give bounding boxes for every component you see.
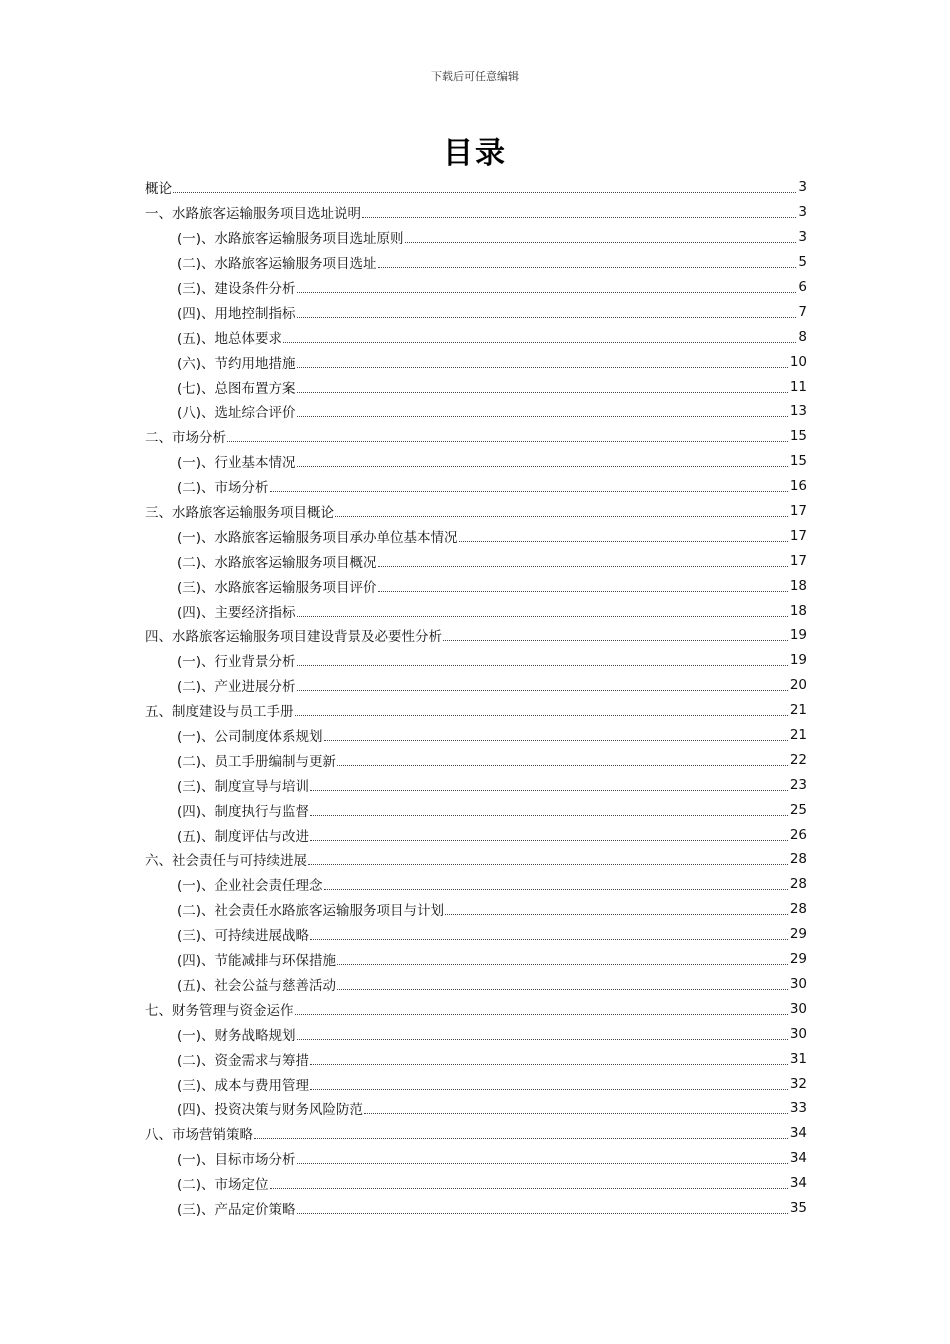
toc-entry-label: 六、社会责任与可持续进展 — [145, 853, 307, 870]
toc-dot-leader — [297, 615, 788, 617]
toc-dot-leader — [378, 266, 797, 268]
toc-entry-label: (二)、市场定位 — [177, 1177, 269, 1194]
toc-dot-leader — [295, 1013, 788, 1015]
toc-dot-leader — [297, 291, 797, 293]
toc-entry-label: (二)、资金需求与筹措 — [177, 1052, 310, 1069]
toc-page-number: 15 — [789, 453, 807, 470]
toc-entry-label: (二)、社会责任水路旅客运输服务项目与计划 — [177, 903, 445, 920]
toc-entry-label: (三)、水路旅客运输服务项目评价 — [177, 579, 377, 596]
toc-page-number: 23 — [789, 776, 807, 793]
toc-entry-label: (二)、水路旅客运输服务项目选址 — [177, 256, 377, 273]
table-of-contents — [145, 175, 807, 1220]
toc-dot-leader — [308, 863, 788, 865]
toc-entry-label: (五)、社会公益与慈善活动 — [177, 977, 337, 994]
toc-page-number: 26 — [789, 826, 807, 843]
toc-dot-leader — [310, 1088, 788, 1090]
toc-dot-leader — [443, 639, 788, 641]
toc-page-number: 16 — [789, 478, 807, 495]
toc-dot-leader — [295, 714, 788, 716]
toc-entry[interactable] — [145, 673, 807, 698]
toc-page-number: 7 — [798, 303, 807, 320]
toc-entry-label: 七、财务管理与资金运作 — [145, 1002, 294, 1019]
toc-page-number: 21 — [789, 702, 807, 719]
toc-entry[interactable] — [145, 474, 807, 499]
toc-page-number: 30 — [789, 975, 807, 992]
toc-dot-leader — [310, 814, 788, 816]
toc-dot-leader — [297, 366, 788, 368]
toc-entry[interactable] — [145, 897, 807, 922]
toc-dot-leader — [337, 963, 788, 965]
toc-page-number: 32 — [789, 1075, 807, 1092]
toc-entry-label: (三)、制度宣导与培训 — [177, 778, 310, 795]
toc-entry-label: (二)、产业进展分析 — [177, 679, 296, 696]
toc-dot-leader — [459, 540, 788, 542]
toc-entry-label: 三、水路旅客运输服务项目概论 — [145, 505, 334, 522]
toc-entry-label: (一)、财务战略规划 — [177, 1027, 296, 1044]
toc-page-number: 28 — [789, 901, 807, 918]
toc-dot-leader — [310, 789, 788, 791]
toc-dot-leader — [297, 689, 788, 691]
toc-entry[interactable] — [145, 797, 807, 822]
toc-entry[interactable] — [145, 324, 807, 349]
toc-entry[interactable] — [145, 349, 807, 374]
toc-page-number: 20 — [789, 677, 807, 694]
page-header: 下载后可任意编辑 — [431, 70, 519, 83]
toc-dot-leader — [364, 1112, 788, 1114]
toc-entry[interactable] — [145, 822, 807, 847]
toc-entry-label: (二)、水路旅客运输服务项目概况 — [177, 554, 377, 571]
toc-dot-leader — [378, 565, 788, 567]
toc-entry-label: (五)、制度评估与改进 — [177, 828, 310, 845]
toc-page-number: 21 — [789, 727, 807, 744]
toc-entry[interactable] — [145, 374, 807, 399]
toc-dot-leader — [335, 515, 788, 517]
toc-dot-leader — [254, 1137, 788, 1139]
toc-entry[interactable] — [145, 648, 807, 673]
toc-entry-label: 概论 — [145, 181, 172, 198]
toc-dot-leader — [297, 1038, 788, 1040]
toc-page-number: 17 — [789, 527, 807, 544]
toc-page-number: 19 — [789, 627, 807, 644]
toc-entry[interactable] — [145, 598, 807, 623]
toc-dot-leader — [324, 888, 788, 890]
toc-entry-label: (四)、节能减排与环保措施 — [177, 953, 337, 970]
toc-entry[interactable] — [145, 250, 807, 275]
toc-page-number: 34 — [789, 1125, 807, 1142]
toc-entry[interactable] — [145, 200, 807, 225]
toc-page-number: 35 — [789, 1199, 807, 1216]
toc-page-number: 28 — [789, 851, 807, 868]
toc-entry-label: (三)、可持续进展战略 — [177, 928, 310, 945]
toc-entry[interactable] — [145, 1096, 807, 1121]
toc-entry[interactable] — [145, 1146, 807, 1171]
toc-entry[interactable] — [145, 1121, 807, 1146]
toc-dot-leader — [283, 341, 796, 343]
toc-page-number: 31 — [789, 1050, 807, 1067]
toc-entry-label: (三)、成本与费用管理 — [177, 1077, 310, 1094]
toc-dot-leader — [297, 415, 788, 417]
toc-dot-leader — [227, 440, 788, 442]
toc-entry[interactable] — [145, 772, 807, 797]
toc-entry-label: (一)、公司制度体系规划 — [177, 729, 323, 746]
toc-page-number: 28 — [789, 876, 807, 893]
toc-page-number: 34 — [789, 1175, 807, 1192]
toc-dot-leader — [297, 1212, 788, 1214]
toc-entry[interactable] — [145, 996, 807, 1021]
toc-page-number: 3 — [798, 204, 807, 221]
toc-entry-label: 五、制度建设与员工手册 — [145, 704, 294, 721]
toc-page-number: 33 — [789, 1100, 807, 1117]
toc-entry-label: (五)、地总体要求 — [177, 330, 283, 347]
toc-dot-leader — [297, 316, 797, 318]
toc-entry-label: (一)、水路旅客运输服务项目承办单位基本情况 — [177, 529, 458, 546]
toc-entry[interactable] — [145, 1196, 807, 1221]
toc-entry-label: (三)、建设条件分析 — [177, 281, 296, 297]
toc-entry[interactable] — [145, 499, 807, 524]
toc-dot-leader — [362, 216, 796, 218]
toc-page-number: 18 — [789, 577, 807, 594]
toc-entry[interactable] — [145, 573, 807, 598]
toc-entry-label: (四)、主要经济指标 — [177, 604, 296, 621]
toc-entry[interactable] — [145, 747, 807, 772]
toc-entry-label: (七)、总图布置方案 — [177, 380, 296, 397]
toc-entry[interactable] — [145, 623, 807, 648]
toc-page-number: 25 — [789, 801, 807, 818]
toc-dot-leader — [445, 913, 788, 915]
toc-page-number: 18 — [789, 602, 807, 619]
toc-entry[interactable] — [145, 972, 807, 997]
toc-dot-leader — [405, 241, 797, 243]
toc-page-number: 22 — [789, 751, 807, 768]
toc-dot-leader — [297, 465, 788, 467]
toc-entry[interactable] — [145, 922, 807, 947]
toc-dot-leader — [324, 739, 788, 741]
toc-entry-label: (四)、制度执行与监督 — [177, 803, 310, 820]
toc-dot-leader — [310, 1063, 788, 1065]
toc-entry-label: 四、水路旅客运输服务项目建设背景及必要性分析 — [145, 629, 442, 646]
toc-dot-leader — [297, 1162, 788, 1164]
toc-entry[interactable] — [145, 523, 807, 548]
toc-page-number: 3 — [798, 229, 807, 246]
toc-page-number: 17 — [789, 552, 807, 569]
toc-entry[interactable] — [145, 225, 807, 250]
toc-entry-label: (二)、市场分析 — [177, 480, 269, 497]
toc-entry-label: (一)、行业基本情况 — [177, 455, 296, 472]
toc-entry[interactable] — [145, 872, 807, 897]
toc-dot-leader — [310, 938, 788, 940]
toc-dot-leader — [337, 764, 788, 766]
toc-page-number: 6 — [798, 279, 807, 295]
toc-page-number: 5 — [798, 254, 807, 271]
toc-entry[interactable] — [145, 1071, 807, 1096]
toc-page-number: 11 — [789, 378, 807, 395]
toc-page-number: 10 — [789, 353, 807, 370]
toc-page-number: 15 — [789, 428, 807, 445]
toc-entry-label: (六)、节约用地措施 — [177, 355, 296, 372]
toc-dot-leader — [378, 590, 788, 592]
toc-page-number: 29 — [789, 926, 807, 943]
toc-dot-leader — [337, 988, 788, 990]
toc-entry[interactable] — [145, 175, 807, 200]
toc-page-number: 17 — [789, 503, 807, 520]
toc-entry-label: (三)、产品定价策略 — [177, 1201, 296, 1218]
toc-dot-leader — [297, 664, 788, 666]
toc-entry[interactable] — [145, 299, 807, 324]
toc-entry-label: (一)、企业社会责任理念 — [177, 878, 323, 895]
toc-entry[interactable] — [145, 723, 807, 748]
toc-entry-label: (一)、行业背景分析 — [177, 654, 296, 671]
toc-page-number: 19 — [789, 652, 807, 669]
toc-title: 目录 — [443, 136, 507, 171]
toc-dot-leader — [270, 1187, 788, 1189]
toc-dot-leader — [297, 391, 788, 393]
toc-page-number: 30 — [789, 1000, 807, 1017]
toc-entry-label: 八、市场营销策略 — [145, 1127, 253, 1144]
toc-dot-leader — [173, 191, 796, 193]
toc-entry[interactable] — [145, 698, 807, 723]
toc-entry[interactable] — [145, 548, 807, 573]
toc-entry[interactable] — [145, 947, 807, 972]
toc-entry-label: (八)、选址综合评价 — [177, 405, 296, 422]
toc-dot-leader — [310, 839, 788, 841]
toc-page-number: 8 — [798, 328, 807, 345]
toc-page-number: 13 — [789, 403, 807, 420]
toc-entry-label: (四)、用地控制指标 — [177, 305, 296, 322]
toc-entry[interactable] — [145, 847, 807, 872]
toc-entry-label: 二、市场分析 — [145, 430, 226, 447]
toc-entry[interactable] — [145, 1046, 807, 1071]
toc-entry[interactable] — [145, 449, 807, 474]
toc-page-number: 29 — [789, 951, 807, 968]
toc-entry[interactable] — [145, 399, 807, 424]
toc-entry[interactable] — [145, 275, 807, 300]
toc-page-number: 3 — [798, 179, 807, 196]
toc-entry-label: (一)、目标市场分析 — [177, 1152, 296, 1169]
toc-entry-label: 一、水路旅客运输服务项目选址说明 — [145, 206, 361, 223]
toc-page-number: 34 — [789, 1150, 807, 1167]
toc-entry[interactable] — [145, 1021, 807, 1046]
toc-entry-label: (一)、水路旅客运输服务项目选址原则 — [177, 231, 404, 248]
toc-entry-label: (四)、投资决策与财务风险防范 — [177, 1102, 364, 1119]
toc-entry[interactable] — [145, 1171, 807, 1196]
toc-entry-label: (二)、员工手册编制与更新 — [177, 753, 337, 770]
toc-entry[interactable] — [145, 424, 807, 449]
toc-page-number: 30 — [789, 1025, 807, 1042]
toc-dot-leader — [270, 490, 788, 492]
